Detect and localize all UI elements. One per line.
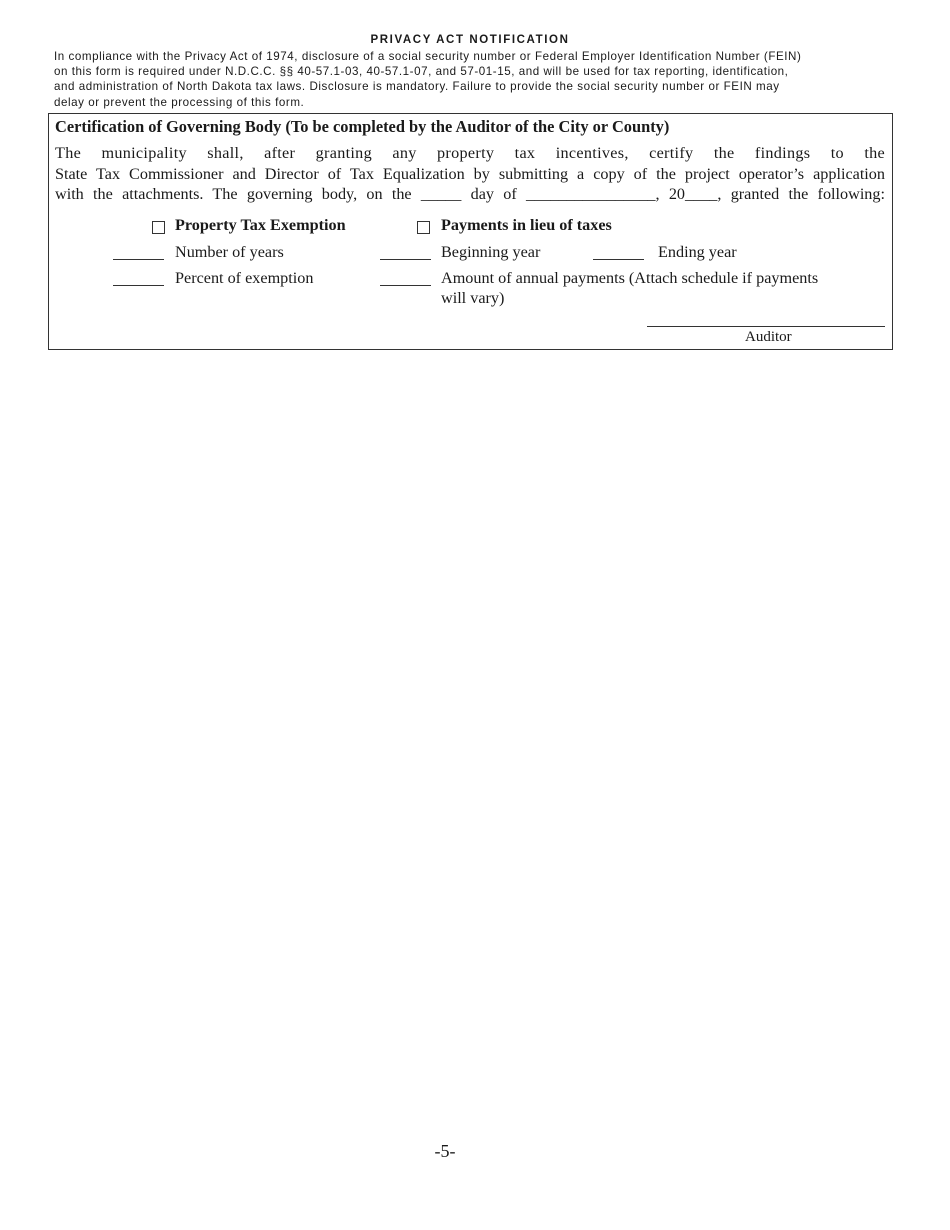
privacy-line: on this form is required under N.D.C.C. §§ 40-57.1-03, 40-57.1-07, and 57-01-15, and will be used for tax reporting, identification, [54,65,789,79]
number-of-years-blank[interactable] [113,259,164,260]
property-tax-exemption-checkbox[interactable] [152,221,165,234]
property-tax-exemption-label: Property Tax Exemption [175,216,346,234]
ending-year-blank[interactable] [593,259,644,260]
privacy-act-title: PRIVACY ACT NOTIFICATION [370,34,570,46]
percent-of-exemption-blank[interactable] [113,285,164,286]
privacy-line: In compliance with the Privacy Act of 1974, disclosure of a social security number or Federal Employer Identification Number (FEIN) [54,50,802,63]
privacy-line: delay or prevent the processing of this form. [54,95,305,109]
ending-year-label: Ending year [658,243,737,261]
certification-paragraph-line: The municipality shall, after granting any property tax incentives, certify the findings to the [55,144,885,162]
privacy-line: and administration of North Dakota tax laws. Disclosure is mandatory. Failure to provide the social security number or FEIN may [54,80,780,94]
auditor-signature-line[interactable] [647,326,885,327]
beginning-year-blank[interactable] [380,259,431,260]
annual-payments-blank[interactable] [380,285,431,286]
certification-title: Certification of Governing Body (To be completed by the Auditor of the City or County) [55,117,670,136]
payments-in-lieu-label: Payments in lieu of taxes [441,216,612,234]
certification-paragraph-line: State Tax Commissioner and Director of Tax Equalization by submitting a copy of the project operator’s application [55,165,885,183]
payments-in-lieu-checkbox[interactable] [417,221,430,234]
annual-payments-label-continued: will vary) [441,289,505,307]
beginning-year-label: Beginning year [441,243,541,261]
certification-paragraph-line: with the attachments. The governing body, on the _____ day of ________________, 20____, granted the following: [55,185,885,203]
number-of-years-label: Number of years [175,243,284,261]
percent-of-exemption-label: Percent of exemption [175,269,314,287]
privacy-act-text [54,49,894,110]
certification-box [48,113,893,350]
page-number: -5- [434,1141,456,1161]
auditor-signature-label: Auditor [745,329,792,345]
annual-payments-label: Amount of annual payments (Attach schedule if payments [441,269,819,287]
